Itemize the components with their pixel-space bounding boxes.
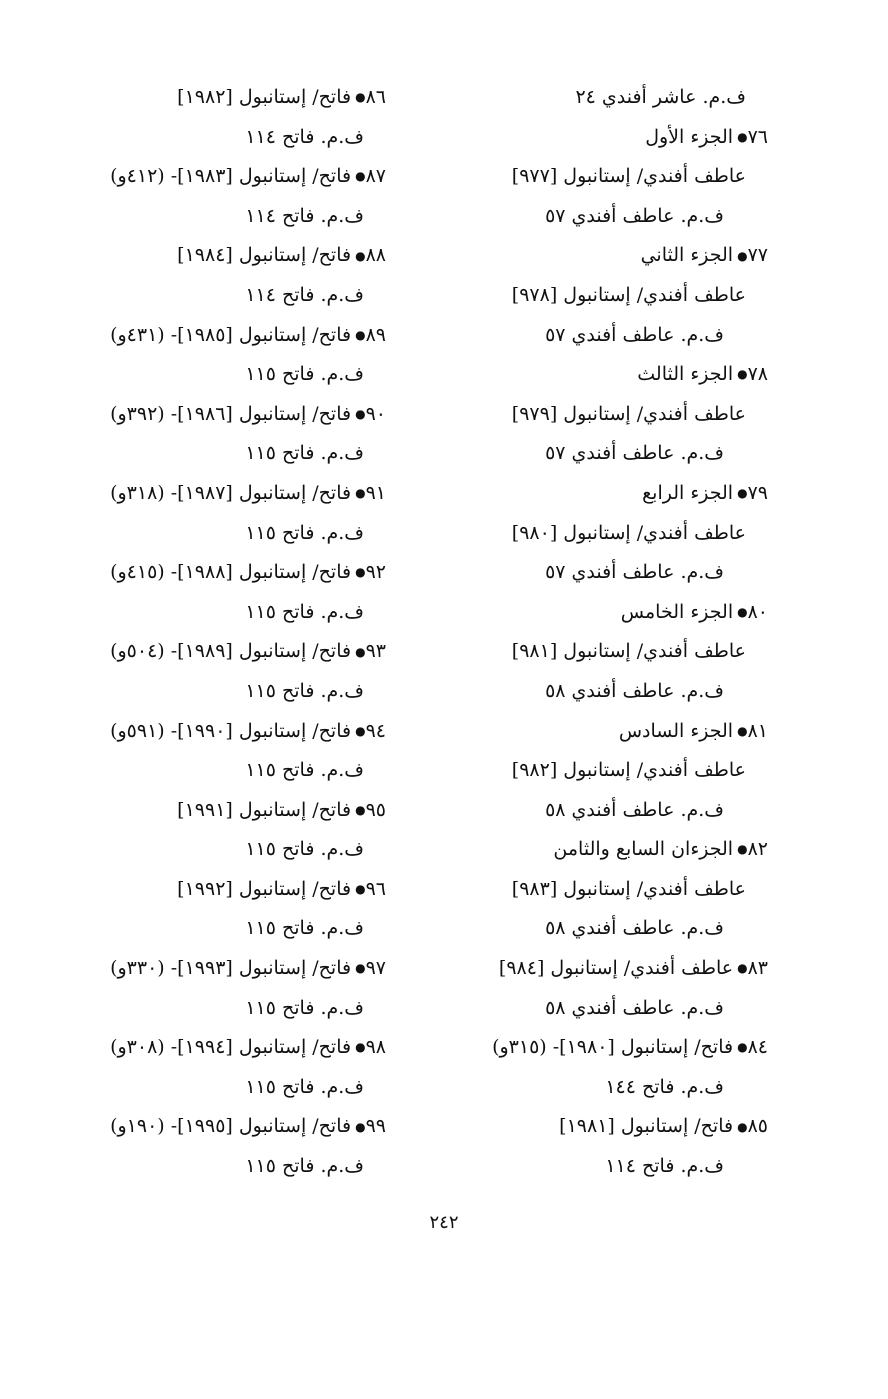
entry-text: ف.م. فاتح ١١٤	[245, 204, 364, 227]
catalog-entry	[438, 236, 768, 276]
entry-text: فاتح/ إستانبول [١٩٨١]	[559, 1115, 734, 1138]
bullet-dot-icon: ●	[355, 723, 366, 738]
catalog-subline	[438, 1147, 768, 1187]
entry-text: فاتح/ إستانبول [١٩٨٥]- (٤٣١و)	[110, 323, 352, 346]
entry-text: ف.م. عاطف أفندي ٥٧	[545, 561, 724, 584]
entry-number: ٨٠	[747, 600, 768, 623]
entry-text: ف.م. عاطف أفندي ٥٨	[545, 798, 724, 821]
catalog-entry	[438, 593, 768, 633]
entry-text: ف.م. فاتح ١١٤	[245, 283, 364, 306]
entry-text: ف.م. فاتح ١١٥	[245, 838, 364, 861]
entry-number: ٧٦	[747, 125, 768, 148]
entry-text: فاتح/ إستانبول [١٩٩٥]- (١٩٠و)	[110, 1115, 352, 1138]
entry-text: عاطف أفندي/ إستانبول [٩٧٨]	[511, 283, 746, 306]
bullet-dot-icon: ●	[355, 486, 366, 501]
entry-text: فاتح/ إستانبول [١٩٨٦]- (٣٩٢و)	[110, 402, 352, 425]
entry-number: ٩٦	[365, 877, 386, 900]
entry-number: ٨٦	[365, 86, 386, 108]
entry-number: ٨١	[747, 719, 768, 742]
entry-text: عاطف أفندي/ إستانبول [٩٨١]	[511, 640, 746, 663]
bullet-dot-icon: ●	[355, 644, 366, 659]
entry-number: ٧٩	[747, 481, 768, 504]
catalog-entry	[36, 474, 386, 514]
entry-text: ف.م. فاتح ١١٥	[245, 759, 364, 782]
entry-text: ف.م. فاتح ١١٥	[245, 996, 364, 1019]
catalog-subline	[438, 1068, 768, 1108]
catalog-entry	[36, 949, 386, 989]
entry-text: الجزء الثالث	[637, 363, 734, 386]
bullet-dot-icon: ●	[355, 802, 366, 817]
entry-text: الجزء الأول	[645, 125, 734, 148]
bullet-dot-icon: ●	[355, 1040, 366, 1055]
bullet-dot-icon: ●	[355, 90, 366, 105]
catalog-subline	[36, 989, 386, 1029]
entry-number: ٩٤	[365, 719, 386, 742]
bullet-dot-icon: ●	[737, 248, 748, 263]
catalog-subline	[438, 395, 768, 435]
entry-text: ف.م. عاطف أفندي ٥٧	[545, 323, 724, 346]
entry-text: عاطف أفندي/ إستانبول [٩٨٣]	[511, 877, 746, 900]
catalog-subline	[36, 1147, 386, 1187]
catalog-entry	[36, 553, 386, 593]
bullet-dot-icon: ●	[355, 961, 366, 976]
catalog-subline	[36, 672, 386, 712]
catalog-subline	[438, 751, 768, 791]
entry-text: ف.م. فاتح ١١٤	[245, 125, 364, 148]
catalog-entry	[36, 712, 386, 752]
catalog-subline	[438, 157, 768, 197]
entry-text: فاتح/ إستانبول [١٩٩٢]	[177, 877, 352, 900]
catalog-subline	[438, 434, 768, 474]
entry-text: عاطف أفندي/ إستانبول [٩٨٤]	[498, 957, 734, 980]
entry-text: فاتح/ إستانبول [١٩٨٤]	[177, 244, 352, 267]
catalog-entry	[438, 830, 768, 870]
entry-text: ف.م. فاتح ١١٥	[245, 1155, 364, 1178]
catalog-entry	[438, 949, 768, 989]
entry-text: ف.م. فاتح ١١٥	[245, 363, 364, 386]
bullet-dot-icon: ●	[355, 327, 366, 342]
entry-text: الجزءان السابع والثامن	[553, 838, 734, 861]
catalog-subline	[438, 632, 768, 672]
entry-text: ف.م. فاتح ١١٤	[605, 1155, 724, 1178]
entry-text: ف.م. عاطف أفندي ٥٨	[545, 917, 724, 940]
entry-number: ٩١	[365, 481, 386, 504]
bullet-dot-icon: ●	[737, 367, 748, 382]
entry-text: فاتح/ إستانبول [١٩٨٠]- (٣١٥و)	[492, 1036, 734, 1059]
catalog-subline	[36, 197, 386, 237]
entry-text: ف.م. عاطف أفندي ٥٧	[545, 442, 724, 465]
catalog-subline	[438, 553, 768, 593]
entry-text: ف.م. فاتح ١٤٤	[605, 1075, 724, 1098]
catalog-subline	[438, 870, 768, 910]
entry-text: الجزء السادس	[618, 719, 734, 742]
catalog-entry	[36, 395, 386, 435]
catalog-subline	[36, 276, 386, 316]
entry-text: ف.م. فاتح ١١٥	[245, 600, 364, 623]
entry-text: ف.م. عاطف أفندي ٥٨	[545, 996, 724, 1019]
entry-number: ٨٣	[747, 957, 768, 980]
entry-text: ف.م. فاتح ١١٥	[245, 679, 364, 702]
catalog-subline	[438, 316, 768, 356]
catalog-entry	[438, 712, 768, 752]
catalog-subline	[36, 751, 386, 791]
entry-text: فاتح/ إستانبول [١٩٩٠]- (٥٩١و)	[110, 719, 352, 742]
catalog-subline	[438, 514, 768, 554]
catalog-subline	[438, 791, 768, 831]
page-number: ٢٤٢	[429, 1212, 459, 1233]
catalog-subline	[438, 78, 768, 118]
entry-text: فاتح/ إستانبول [١٩٩٣]- (٣٣٠و)	[110, 957, 352, 980]
entry-number: ٧٧	[747, 244, 768, 267]
catalog-subline	[36, 593, 386, 633]
bullet-dot-icon: ●	[737, 1040, 748, 1055]
catalog-entry	[438, 118, 768, 158]
catalog-subline	[36, 830, 386, 870]
bullet-dot-icon: ●	[355, 1119, 366, 1134]
entry-number: ٩٨	[365, 1036, 386, 1059]
catalog-entry	[36, 157, 386, 197]
entry-number: ٨٥	[747, 1115, 768, 1138]
entry-text: فاتح/ إستانبول [١٩٨٢]	[177, 86, 352, 108]
entry-text: ف.م. عاطف أفندي ٥٨	[545, 679, 724, 702]
catalog-subline	[438, 197, 768, 237]
entry-text: ف.م. عاشر أفندي ٢٤	[575, 86, 746, 108]
entry-number: ٩٢	[365, 561, 386, 584]
entry-number: ٩٠	[365, 402, 386, 425]
bullet-dot-icon: ●	[737, 129, 748, 144]
catalog-subline	[438, 989, 768, 1029]
entry-text: ف.م. فاتح ١١٥	[245, 521, 364, 544]
bullet-dot-icon: ●	[355, 406, 366, 421]
entry-text: فاتح/ إستانبول [١٩٩٤]- (٣٠٨و)	[110, 1036, 352, 1059]
bullet-dot-icon: ●	[737, 604, 748, 619]
catalog-subline	[36, 1068, 386, 1108]
entry-text: فاتح/ إستانبول [١٩٩١]	[177, 798, 352, 821]
bullet-dot-icon: ●	[737, 842, 748, 857]
entry-text: فاتح/ إستانبول [١٩٨٩]- (٥٠٤و)	[110, 640, 352, 663]
entry-text: عاطف أفندي/ إستانبول [٩٧٩]	[511, 402, 746, 425]
entry-number: ٩٣	[365, 640, 386, 663]
catalog-subline	[36, 514, 386, 554]
entry-number: ٨٨	[365, 244, 386, 267]
entry-number: ٨٧	[365, 165, 386, 188]
entry-number: ٨٢	[747, 838, 768, 861]
entry-text: فاتح/ إستانبول [١٩٨٣]- (٤١٢و)	[110, 165, 352, 188]
bullet-dot-icon: ●	[355, 169, 366, 184]
catalog-subline	[36, 118, 386, 158]
bullet-dot-icon: ●	[737, 486, 748, 501]
entry-text: عاطف أفندي/ إستانبول [٩٨٢]	[511, 759, 746, 782]
left-column	[36, 78, 386, 1187]
entry-text: الجزء الخامس	[620, 600, 734, 623]
entry-text: الجزء الثاني	[640, 244, 734, 267]
catalog-entry	[438, 1107, 768, 1147]
entry-number: ٨٩	[365, 323, 386, 346]
catalog-subline	[438, 909, 768, 949]
catalog-subline	[438, 672, 768, 712]
catalog-entry	[36, 791, 386, 831]
entry-text: عاطف أفندي/ إستانبول [٩٧٧]	[511, 165, 746, 188]
catalog-subline	[36, 909, 386, 949]
bullet-dot-icon: ●	[355, 248, 366, 263]
bullet-dot-icon: ●	[355, 565, 366, 580]
catalog-entry	[438, 1028, 768, 1068]
entry-text: ف.م. عاطف أفندي ٥٧	[545, 204, 724, 227]
catalog-entry	[438, 474, 768, 514]
entry-number: ٧٨	[747, 363, 768, 386]
catalog-entry	[36, 78, 386, 118]
bullet-dot-icon: ●	[355, 882, 366, 897]
catalog-subline	[438, 276, 768, 316]
catalog-subline	[36, 355, 386, 395]
bullet-dot-icon: ●	[737, 1119, 748, 1134]
entry-number: ٨٤	[747, 1036, 768, 1059]
catalog-entry	[36, 1028, 386, 1068]
right-column	[438, 78, 768, 1187]
entry-text: ف.م. فاتح ١١٥	[245, 917, 364, 940]
catalog-entry	[36, 1107, 386, 1147]
catalog-entry	[36, 870, 386, 910]
entry-number: ٩٩	[365, 1115, 386, 1138]
catalog-subline	[36, 434, 386, 474]
entry-number: ٩٥	[365, 798, 386, 821]
catalog-entry	[36, 236, 386, 276]
entry-text: ف.م. فاتح ١١٥	[245, 442, 364, 465]
catalog-entry	[36, 632, 386, 672]
bullet-dot-icon: ●	[737, 961, 748, 976]
catalog-entry	[438, 355, 768, 395]
entry-number: ٩٧	[365, 957, 386, 980]
entry-text: ف.م. فاتح ١١٥	[245, 1075, 364, 1098]
bullet-dot-icon: ●	[737, 723, 748, 738]
entry-text: عاطف أفندي/ إستانبول [٩٨٠]	[511, 521, 746, 544]
entry-text: الجزء الرابع	[642, 481, 734, 504]
entry-text: فاتح/ إستانبول [١٩٨٨]- (٤١٥و)	[110, 561, 352, 584]
catalog-entry	[36, 316, 386, 356]
entry-text: فاتح/ إستانبول [١٩٨٧]- (٣١٨و)	[110, 481, 352, 504]
